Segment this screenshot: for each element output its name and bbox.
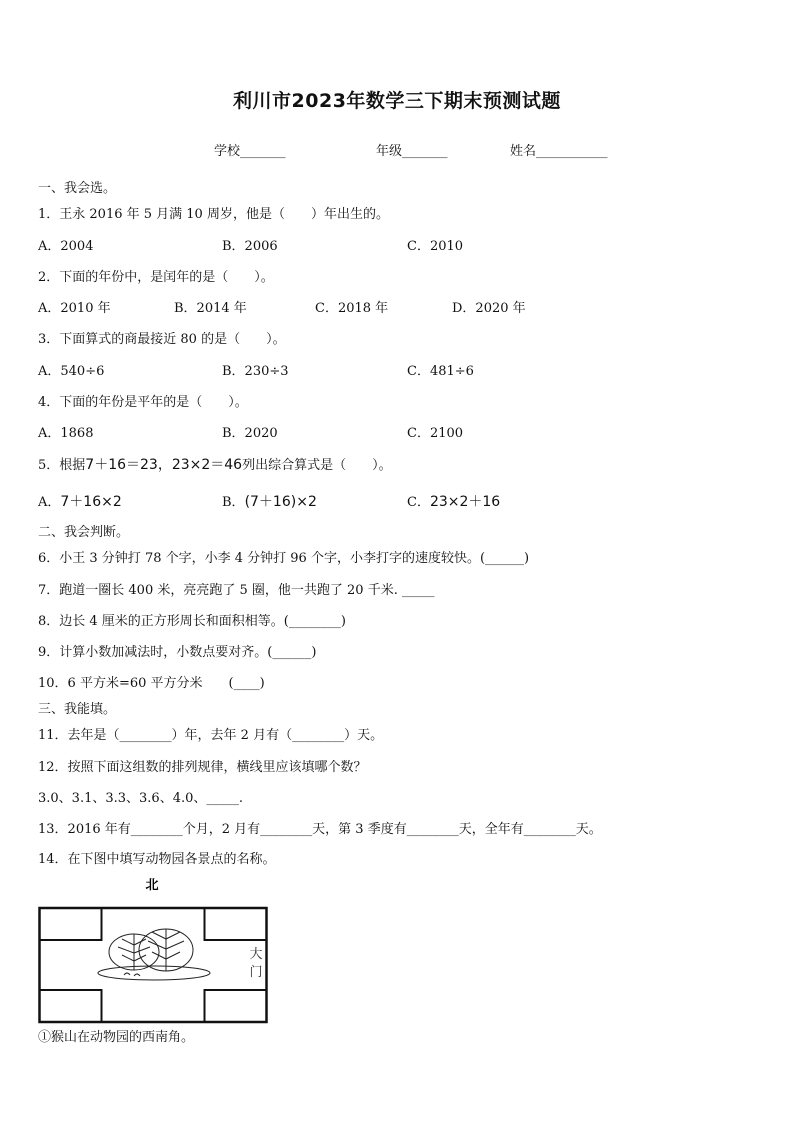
q5-option-a-label: A． [38,495,61,510]
question-9: 9．计算小数加减法时，小数点要对齐。(______) [38,645,317,660]
zoo-outline [40,908,267,1022]
garden-ground-shadow [98,966,210,980]
q5-equations: 7＋16＝23，23×2＝46 [85,457,243,473]
question-10: 10．6 平方米=60 平方分米 (____) [38,676,265,691]
q2-option-b: B．2014 年 [174,301,247,316]
plot-southeast [205,990,267,1022]
q1-option-c: C．2010 [407,239,464,254]
q5-option-c-label: C． [407,495,430,510]
q3-option-c: C．481÷6 [407,364,474,379]
q2-option-c: C．2018 年 [315,301,389,316]
name-field [510,140,608,159]
grade-label: 年级 [376,144,403,159]
q3-option-a: A．540÷6 [38,364,105,379]
section-heading-judge: 二、我会判断。 [38,525,130,540]
question-5 [38,456,392,475]
page-title: 利川市2023年数学三下期末预测试题 [233,90,561,112]
q5-text-start: 5．根据 [38,458,86,473]
q4-option-b: B．2020 [222,426,278,441]
q1-option-b: B．2006 [222,239,278,254]
plot-southwest [40,990,102,1022]
q5-option-b [222,493,317,512]
grade-blank: _______ [402,144,448,159]
tree-right-veins [148,929,184,971]
question-6: 6．小王 3 分钟打 78 个字，小李 4 分钟打 96 个字，小李打字的速度较快。(______) [38,551,530,566]
section-heading-fill: 三、我能填。 [38,702,117,717]
q4-option-a: A．1868 [38,426,94,441]
q5-option-c-expr: 23×2＋16 [429,494,501,510]
q1-option-a: A．2004 [38,239,94,254]
question-1: 1．王永 2016 年 5 月满 10 周岁，他是（ ）年出生的。 [38,207,389,222]
question-12-sequence: 3.0、3.1、3.3、3.6、4.0、_____. [38,791,244,806]
question-7: 7．跑道一圈长 400 米，亮亮跑了 5 圈，他一共跑了 20 千米. _____ [38,583,435,598]
tree-left-veins [118,934,150,970]
q5-option-a [38,493,122,512]
school-field [214,140,286,159]
q2-option-a: A．2010 年 [38,301,111,316]
plot-northwest [40,908,102,940]
garden-grass [124,973,140,976]
q5-option-b-expr: (7＋16)×2 [244,494,317,510]
q2-option-d: D．2020 年 [452,301,526,316]
question-14-sub-1: ①猴山在动物园的西南角。 [38,1030,195,1045]
gate-label-bottom: 门 [249,965,263,980]
gate-label-top: 大 [249,947,263,962]
plot-northeast [205,908,267,940]
q3-option-b: B．230÷3 [222,364,289,379]
question-14: 14．在下图中填写动物园各景点的名称。 [38,852,276,867]
section-heading-choose: 一、我会选。 [38,181,117,196]
central-garden-icon [98,929,210,980]
grade-field [376,140,448,159]
question-4: 4．下面的年份是平年的是（ ）。 [38,395,248,410]
name-blank: ___________ [536,144,608,159]
question-11: 11．去年是（________）年，去年 2 月有（________）天。 [38,728,384,743]
question-2: 2．下面的年份中，是闰年的是（ ）。 [38,270,274,285]
q5-text-end: 列出综合算式是（ ）。 [242,458,392,473]
school-blank: _______ [240,144,286,159]
question-12: 12．按照下面这组数的排列规律，横线里应该填哪个数？ [38,760,367,775]
name-label: 姓名 [510,144,537,159]
school-label: 学校 [214,144,241,159]
q5-option-b-label: B． [222,495,245,510]
question-3: 3．下面算式的商最接近 80 的是（ ）。 [38,332,286,347]
q4-option-c: C．2100 [407,426,464,441]
q5-option-c [407,493,500,512]
question-8: 8．边长 4 厘米的正方形周长和面积相等。(________) [38,614,346,629]
question-13: 13．2016 年有________个月，2 月有________天，第 3 季度有________天，全年有________天。 [38,822,602,837]
q5-option-a-expr: 7＋16×2 [60,494,122,510]
zoo-map-figure [38,875,278,1030]
north-label: 北 [145,878,159,893]
